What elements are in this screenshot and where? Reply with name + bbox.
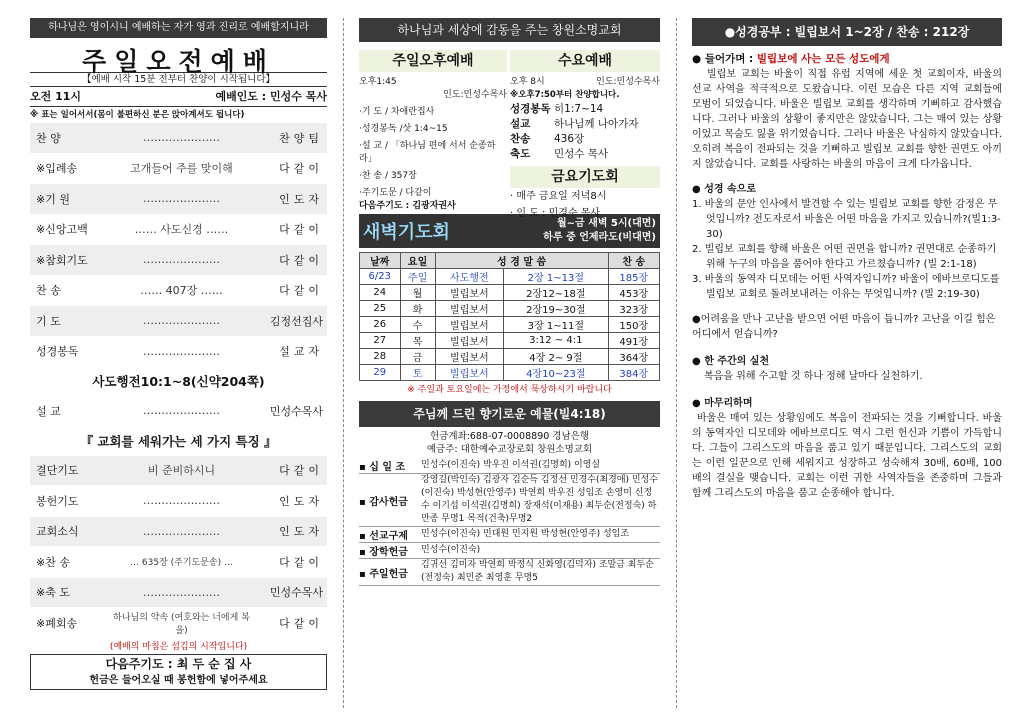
wednesday-row: [510, 102, 660, 117]
order-item: 설 교 ………………… 민성수목사: [30, 396, 327, 426]
order-item: [30, 578, 327, 608]
account-holder: 예금주: 대한예수교장로회 창원소명교회: [426, 444, 593, 455]
practice-text: 복음을 위해 수고할 것 하나 정해 날마다 실천하기.: [704, 371, 923, 382]
offering-type: ▪ 십 일 조: [359, 458, 421, 474]
order-list: [30, 456, 327, 638]
table-row: [360, 301, 660, 317]
table-cell: 185장: [608, 269, 659, 285]
offering-names: 민성수(이진숙) 민대원 민지원 박성현(안영주) 성임조: [421, 527, 660, 543]
table-row: [360, 333, 660, 349]
order-detail: …………………: [143, 131, 220, 145]
row-label: 축도: [510, 148, 531, 160]
table-cell: 2장 1~13절: [504, 269, 609, 285]
question-list: [692, 197, 1002, 302]
order-person: 찬양팀: [279, 131, 323, 145]
wednesday-row: [510, 132, 660, 147]
table-cell: 26: [360, 317, 401, 333]
order-detail: …………………: [143, 524, 220, 538]
closing-note: (예배의 마침은 섬김의 시작입니다): [109, 641, 248, 652]
order-label: ※기 원: [36, 192, 70, 206]
order-person: 다같이: [279, 223, 323, 237]
order-label: ※신앙고백: [36, 223, 88, 237]
table-cell: 3장 1~11절: [504, 317, 609, 333]
table-note: ※ 주일과 토요일에는 가정에서 묵상하시기 바랍니다: [407, 385, 612, 395]
order-label: 기 도: [36, 314, 61, 328]
order-person: 다같이: [279, 162, 323, 176]
friday-line: · 인 도 : 민경수 목사: [510, 208, 601, 219]
order-item: [30, 276, 327, 306]
table-cell: 4장10~23절: [504, 365, 609, 381]
table-cell: 화: [400, 301, 435, 317]
order-label: 결단기도: [36, 464, 79, 478]
table-cell: 29: [360, 365, 401, 381]
row-label: 설교: [510, 118, 531, 130]
table-cell: 323장: [608, 301, 659, 317]
table-cell: 28: [360, 349, 401, 365]
table-cell: 24: [360, 285, 401, 301]
order-list: [30, 123, 327, 366]
divider: [676, 18, 677, 708]
table-row: [360, 317, 660, 333]
standing-note: ※ 표는 일어서서(몸이 불편하신 분은 앉아계셔도 됩니다): [30, 110, 245, 120]
offering-type: ▪ 주일헌금: [359, 559, 421, 586]
table-cell: 사도행전: [435, 269, 503, 285]
order-detail: …… 407장 ……: [140, 284, 223, 298]
page-title: 주일오전예배: [82, 47, 275, 76]
question-item: 2. 빌립보 교회를 향해 바울은 어떤 권면을 합니까? 권면대로 순종하기 위해 누구의 마음을 품어야 한다고 가르쳤습니까? (빌 2:1-18): [692, 244, 997, 270]
service-leader: 예배인도 : 민성수 목사: [215, 90, 327, 103]
table-cell: 6/23: [360, 269, 401, 285]
services-section: [359, 50, 660, 219]
question-item: 1. 바울의 문안 인사에서 발견할 수 있는 빌립보 교회를 향한 감정은 무엇입니까? 전도자로서 바울은 어떤 마음을 가지고 있습니까?(빌1:3-30): [692, 199, 1001, 240]
question-item: 3. 바울의 동역자 디모데는 어떤 사역자입니까? 바울이 에바브로디도를 빌립보 교회로 돌려보내려는 이유는 무엇입니까? (빌 2:19-30): [692, 274, 1000, 300]
order-person: 다같이: [279, 284, 323, 298]
table-cell: 빌립보서: [435, 285, 503, 301]
order-label: 찬 송: [36, 284, 61, 298]
dawn-title: 새벽기도회: [363, 222, 450, 243]
afternoon-leader: 인도:민성수목사: [443, 90, 507, 100]
order-detail: … 635장 (주기도문송) …: [130, 558, 233, 569]
table-cell: 2장12~18절: [504, 285, 609, 301]
table-cell: 4장 2~ 9절: [504, 349, 609, 365]
offering-row: [359, 474, 660, 527]
scripture-reference: 사도행전10:1~8(신약204쪽): [92, 374, 265, 389]
order-item: [30, 154, 327, 184]
order-label: 교회소식: [36, 525, 79, 539]
table-cell: 27: [360, 333, 401, 349]
questions-heading: ● 성경 속으로: [692, 184, 756, 195]
order-detail: …… 사도신경 ……: [134, 223, 229, 237]
schedule-column: [359, 18, 660, 708]
table-cell: 토: [400, 365, 435, 381]
column-header: 하나님과 세상에 감동을 주는 창원소명교회: [359, 18, 660, 42]
order-person: 인도자: [279, 494, 323, 508]
order-item: [30, 123, 327, 153]
column-header: ●성경공부 : 빌립보서 1~2장 / 찬송 : 212장: [692, 18, 1002, 46]
offering-note: 헌금은 들어오실 때 봉헌함에 넣어주세요: [89, 674, 268, 686]
order-item: [30, 547, 327, 577]
table-cell: 수: [400, 317, 435, 333]
table-cell: 빌립보서: [435, 333, 503, 349]
order-person: 김정선집사: [269, 314, 323, 328]
order-item: [30, 486, 327, 516]
table-cell: 2장19~30절: [504, 301, 609, 317]
table-head-cell: 요일: [400, 253, 435, 269]
table-head-cell: 날짜: [360, 253, 401, 269]
table-cell: 384장: [608, 365, 659, 381]
wednesday-row: [510, 117, 660, 132]
order-item: [30, 517, 327, 547]
afternoon-title: 주일오후예배: [359, 50, 507, 72]
table-cell: 금: [400, 349, 435, 365]
next-prayer: 다음주기도 : 최 두 순 집 사: [105, 656, 252, 671]
afternoon-service: [359, 50, 507, 214]
table-cell: 월: [400, 285, 435, 301]
order-item: [30, 306, 327, 336]
row-value: 436장: [554, 133, 585, 145]
order-item: [30, 215, 327, 245]
next-week-box: [30, 654, 327, 690]
order-detail: …………………: [143, 494, 220, 508]
offering-list: [359, 458, 660, 586]
order-detail: …………………: [143, 585, 220, 599]
wednesday-service: 수요예배 오후 8시 인도:민성수목사 ※오후7:50부터 찬양합니다. 성경봉독 히1:7~14 설교 하나님께 나아가자 찬송 436장 축도 민성수 목사 금요기도회 · 매주 금요일 저녁8시 · 인 도 : 민경수 목사: [510, 50, 660, 214]
order-label: ※폐회송: [36, 616, 78, 630]
order-item: [30, 456, 327, 486]
order-detail: …………………: [143, 314, 220, 328]
offering-type: ▪ 선교구제: [359, 527, 421, 543]
order-label: ※찬 송: [36, 555, 70, 569]
afternoon-line: ·기 도 / 차애란집사: [359, 107, 435, 117]
service-time: 오전 11시: [30, 90, 82, 103]
extra-question: ●어려움을 만나 고난을 받으면 어떤 마음이 듭니까? 고난을 이길 힘은 어디에서 얻습니까?: [692, 314, 996, 340]
subtitle: 【예배 시작 15분 전부터 찬양이 시작됩니다】: [30, 72, 327, 87]
reading-table: [359, 252, 660, 381]
order-person: 다같이: [279, 464, 323, 478]
table-head-cell: 성 경 말 씀: [435, 253, 608, 269]
offering-row: [359, 527, 660, 543]
table-row: [360, 349, 660, 365]
afternoon-line: ·주기도문 / 다같이: [359, 188, 432, 198]
offering-row: [359, 458, 660, 474]
order-person: 다같이: [279, 253, 323, 267]
order-label: 봉헌기도: [36, 494, 79, 508]
table-cell: 빌립보서: [435, 317, 503, 333]
order-person: 민성수목사: [269, 586, 323, 600]
row-value: 히1:7~14: [554, 103, 604, 115]
table-cell: 150장: [608, 317, 659, 333]
offering-names: 강영길(박인숙) 김광자 김순득 김정선 민경수(최경애) 민성수(이진숙) 박성현(안영주) 박연희 박우진 성임조 손영미 신정수 이기섭 이석권(김명희) 장재석(이재용) 최두순(전정숙) 하만종 무명1 목적(건축)무명2: [421, 474, 660, 527]
row-value: 하나님께 나아가자: [554, 118, 639, 130]
table-cell: 25: [360, 301, 401, 317]
order-detail: 고개들어 주를 맞이해: [130, 162, 233, 176]
service-info: [30, 87, 327, 107]
order-detail: …………………: [143, 253, 220, 267]
row-value: 민성수 목사: [554, 148, 609, 160]
order-person: 다같이: [279, 555, 323, 569]
table-head-cell: 찬 송: [608, 253, 659, 269]
bible-study-column: [692, 18, 1002, 708]
intro-heading: ● 들어가며 : 빌립보에 사는 모든 성도에게: [692, 53, 890, 65]
table-cell: 3:12 ~ 4:1: [504, 333, 609, 349]
wednesday-title: 수요예배: [510, 50, 660, 72]
sermon-title: 『 교회를 세워가는 세 가지 특징 』: [80, 433, 277, 449]
practice-heading: ● 한 주간의 실천: [692, 356, 770, 367]
order-person: 인도자: [279, 192, 323, 206]
order-item: [30, 608, 327, 638]
friday-line: · 매주 금요일 저녁8시: [510, 191, 607, 202]
afternoon-lines: [359, 106, 507, 200]
table-cell: 빌립보서: [435, 301, 503, 317]
offering-type: ▪ 장학헌금: [359, 543, 421, 559]
offering-title: 주님께 드린 향기로운 예물(빌4:18): [359, 401, 660, 427]
wednesday-note: ※오후7:50부터 찬양합니다.: [510, 90, 620, 100]
order-detail: …………………: [143, 344, 220, 358]
wednesday-row: [510, 147, 660, 162]
row-label: 성경봉독: [510, 103, 551, 115]
bank-account: 헌금계좌:688-07-0008890 경남은행: [429, 431, 590, 442]
closing-heading: ● 마무리하며: [692, 398, 753, 409]
table-row: [360, 365, 660, 381]
order-label: 찬 양: [36, 131, 61, 145]
dawn-prayer-banner: 새벽기도회 월~금 새벽 5시(대면) 하루 중 언제라도(비대면): [359, 214, 660, 248]
table-row: [360, 285, 660, 301]
afternoon-time: 오후1:45: [359, 77, 397, 87]
order-label: ※축 도: [36, 586, 70, 600]
divider: [343, 18, 344, 708]
order-person: 인도자: [279, 525, 323, 539]
order-detail: 하나님의 약속 (여호와는 너에게 복을): [113, 612, 250, 636]
table-cell: 491장: [608, 333, 659, 349]
order-detail: …………………: [143, 192, 220, 206]
table-cell: 453장: [608, 285, 659, 301]
offering-type: ▪ 감사헌금: [359, 474, 421, 527]
offering-names: 민성수(이진숙): [421, 543, 660, 559]
order-person: 다같이: [279, 616, 323, 630]
order-item: [30, 245, 327, 275]
order-item: [30, 337, 327, 367]
offering-row: [359, 543, 660, 559]
table-cell: 주일: [400, 269, 435, 285]
table-header: [360, 253, 660, 269]
afternoon-line: ·성경봉독 /삿 1:4~15: [359, 124, 448, 134]
morning-service-column: [30, 18, 327, 708]
order-item: [30, 184, 327, 214]
afternoon-line: ·찬 송 / 357장: [359, 171, 417, 181]
intro-text: 빌립보 교회는 바울이 직접 유럽 지역에 세운 첫 교회이자, 바울의 선교 사역을 적극적으로 도왔습니다. 이런 모습은 다른 지역 교회들에 모범이 되었습니다. 바울은 빌립보 교회를 생각하며 기뻐하고 감사했습니다. 그러나 바울의 상황이 좋지만은 않았습니다. 그는 매여 있는 상황이었고 목숨도 잃을 위기였습니다. 그러나 바울은 낙심하지 않았습니다. 오히려 복음이 전파되는 것을 기뻐하고 빌립보 교회를 향한 권면도 아끼지 않았습니다. 교회를 사랑하는 바울의 마음이 크게 다가옵니다.: [692, 69, 1002, 170]
column-header: 하나님은 영이시니 예배하는 자가 영과 진리로 예배할지니라: [30, 18, 327, 38]
table-cell: 빌립보서: [435, 349, 503, 365]
order-label: ※참회기도: [36, 253, 88, 267]
friday-title: 금요기도회: [510, 166, 660, 188]
offering-names: 민성수(이진숙) 박우진 이석권(김명희) 이영실: [421, 458, 660, 474]
table-cell: 목: [400, 333, 435, 349]
offering-names: 김귀선 김미자 박연희 박정식 신화영(김덕자) 조말금 최두순(전정숙) 최민준 최영훈 무명5: [421, 559, 660, 586]
closing-text: 바울은 매여 있는 상황임에도 복음이 전파되는 것을 기뻐합니다. 바울의 동역자인 디모데와 에바브로디도 역시 그런 헌신과 기쁨이 가득합니다. 그들이 그리스도의 마음을 품고 있기 때문입니다. 그리스도의 교회는 이런 일꾼으로 인해 세워지고 성장하고 성숙해져 30배, 60배, 100배의 결실을 맺습니다. 교회는 이런 귀한 사역자들을 존중하며 그들과 함께 그리스도의 마음을 품고 순종해야 합니다.: [692, 413, 1002, 499]
row-label: 찬송: [510, 133, 531, 145]
order-label: 성경봉독: [36, 345, 79, 359]
order-label: ※입례송: [36, 162, 78, 176]
afternoon-line: ·설 교 / 「하나님 편에 서서 순종하라」: [359, 141, 496, 164]
table-cell: 빌립보서: [435, 365, 503, 381]
table-row: [360, 269, 660, 285]
table-cell: 364장: [608, 349, 659, 365]
offering-row: [359, 559, 660, 586]
wednesday-rows: [510, 102, 660, 162]
order-person: 설교자: [279, 345, 323, 359]
afternoon-next: 다음주기도 : 김광자권사: [359, 201, 456, 211]
order-detail: 비 준비하시니: [147, 464, 216, 478]
